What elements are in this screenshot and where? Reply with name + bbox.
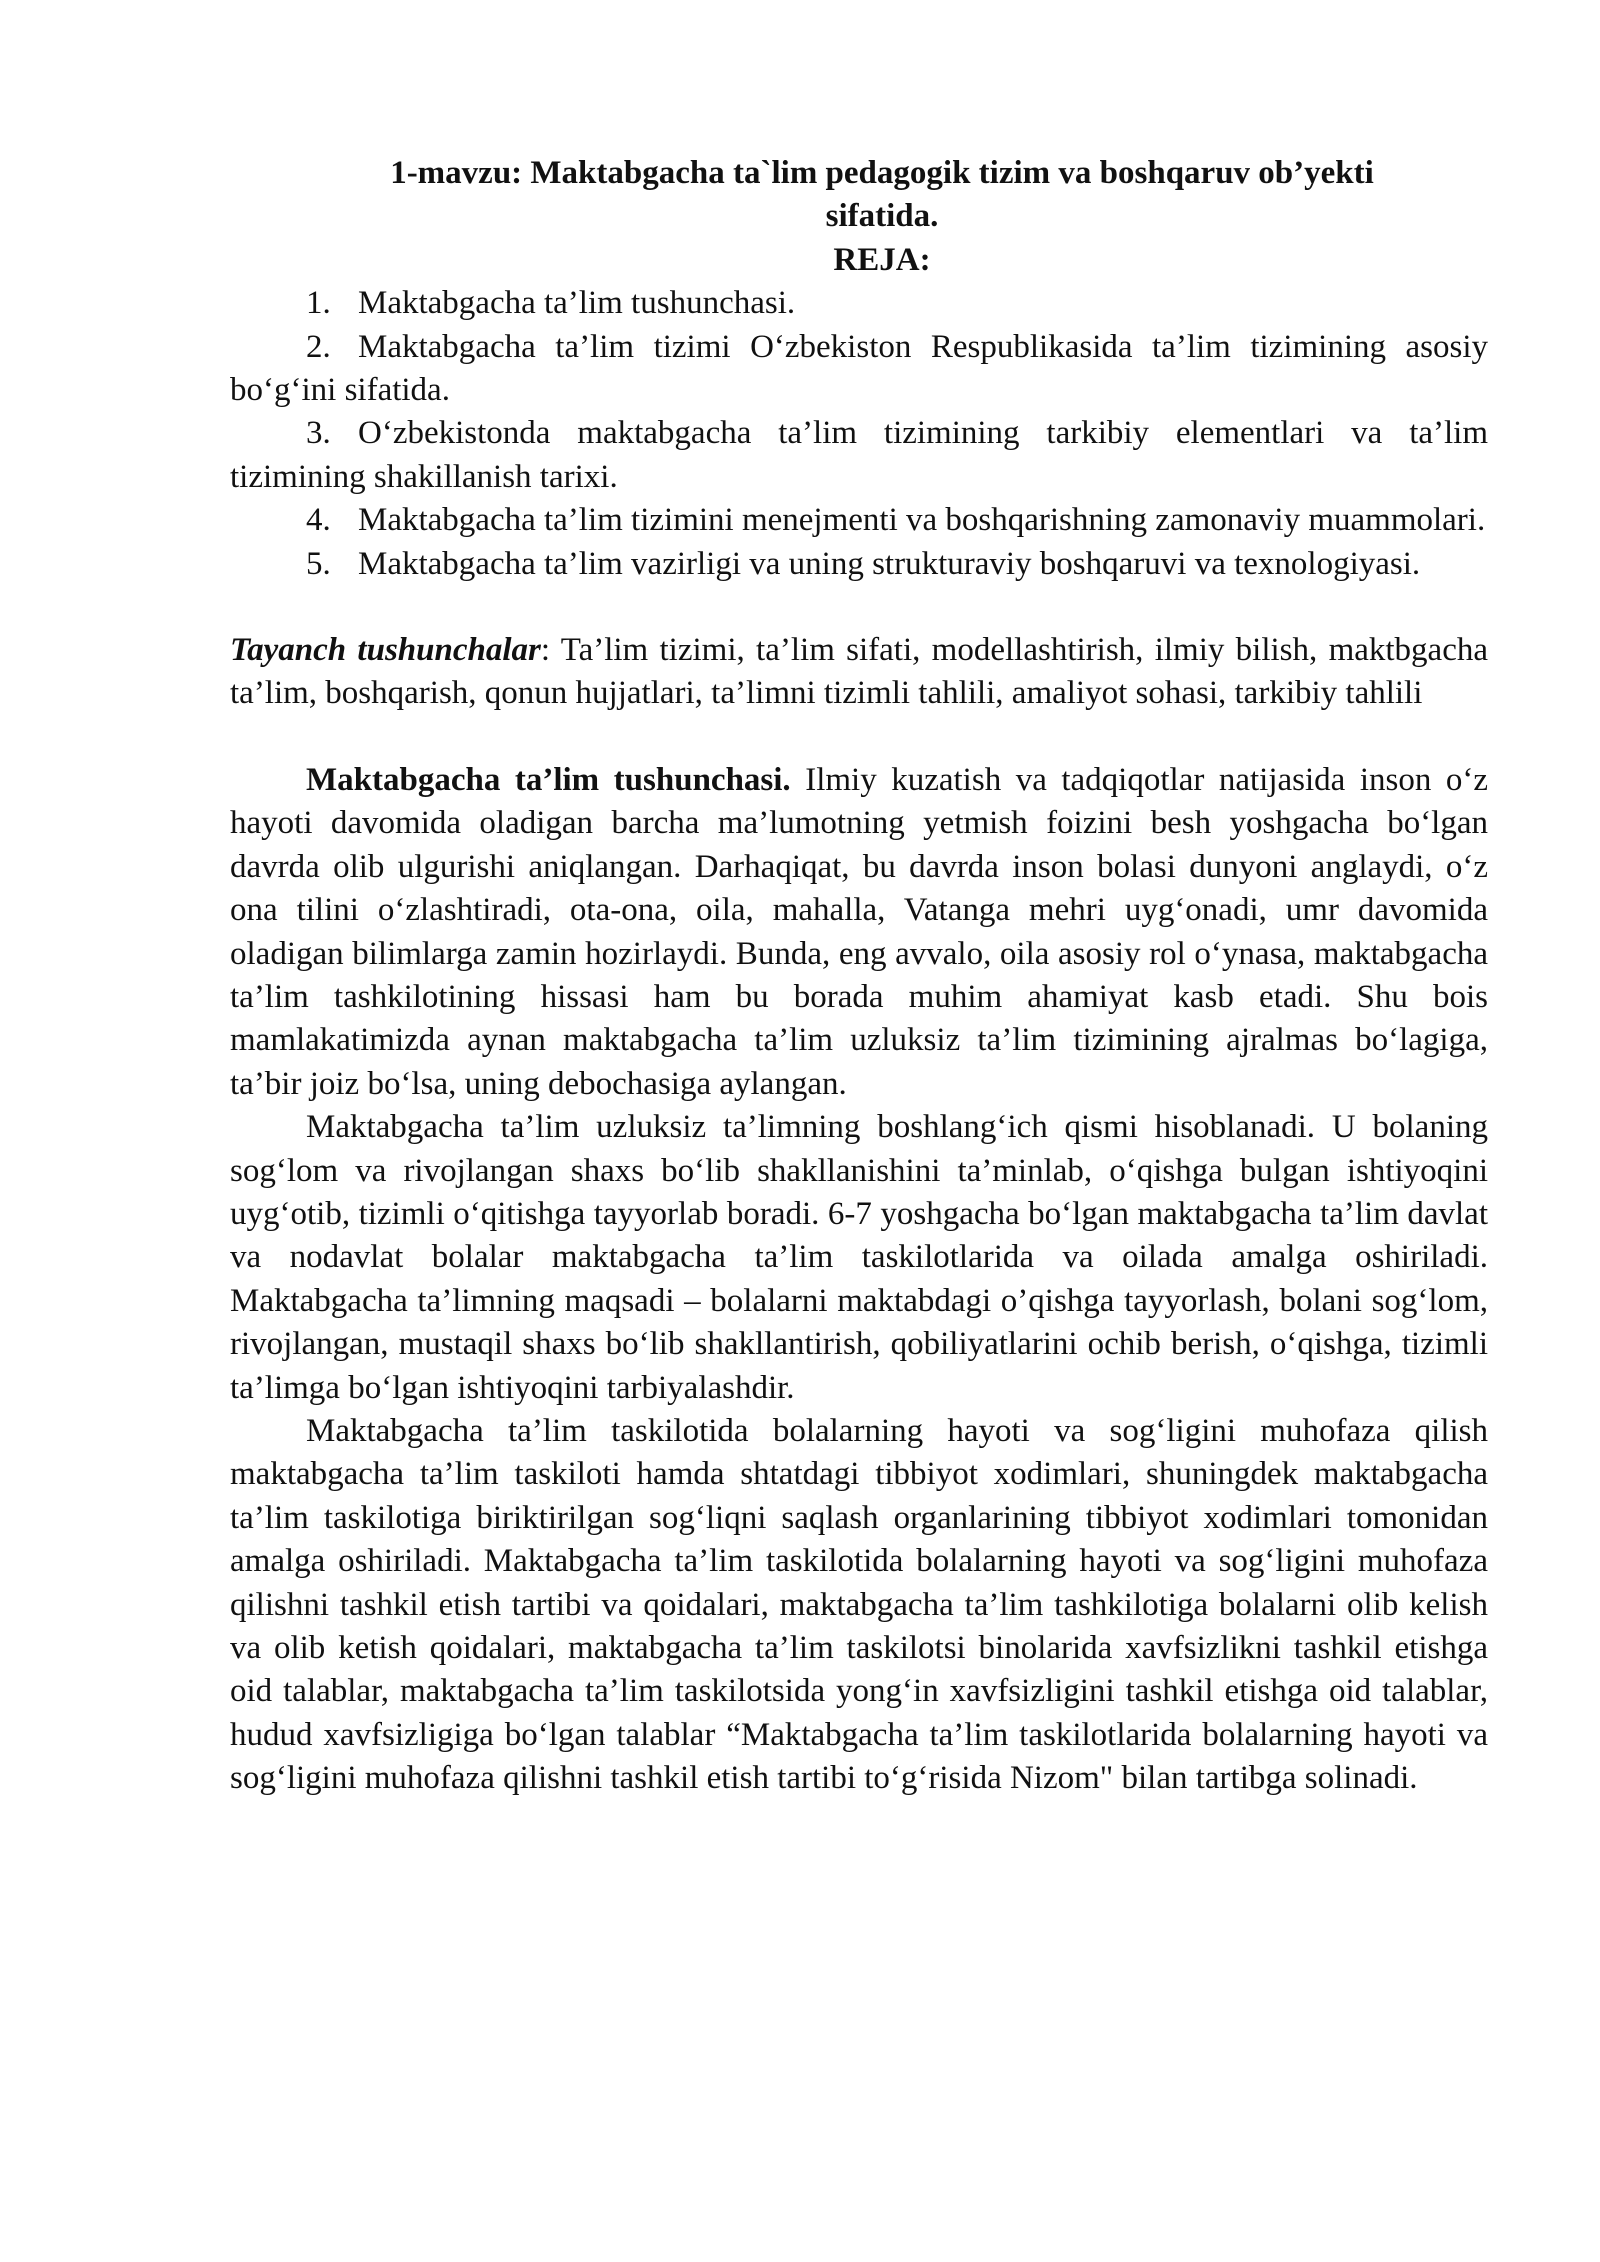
plan-heading: REJA: [833,241,931,278]
section-heading: Maktabgacha ta’lim tushunchasi. [306,761,791,798]
plan-item-5 [230,543,1488,586]
plan-item-number: 4. [306,502,331,539]
key-concepts-label: Tayanch tushunchalar [230,632,541,669]
plan-item-number: 1. [306,285,331,322]
plan-item-2 [230,326,1488,413]
page-title-line-2: sifatida. [825,198,939,235]
plan-item-4 [230,499,1488,542]
document-page [230,152,1488,1801]
plan-item-number: 5. [306,545,331,582]
page-title [230,152,1488,239]
section-paragraph-3: Maktabgacha ta’lim taskilotida bolalarning hayoti va sog‘ligini muhofaza qilish maktabgacha ta’lim taskiloti hamda shtatdagi tibbiyot xodimlari, shuningdek maktabgacha ta’lim taskilotiga biriktirilgan sog‘liqni saqlash organlarining tibbiyot xodimlari tomonidan amalga oshiriladi. Maktabgacha ta’lim taskilotida bolalarning hayoti va sog‘ligini muhofaza qilishni tashkil etish tartibi va qoidalari, maktabgacha ta’lim tashkilotiga bolalarni olib kelish va olib ketish qoidalari, maktabgacha ta’lim taskilotsi binolarida xavfsizlikni tashkil etishga oid talablar, maktabgacha ta’lim taskilotsida yong‘in xavfsizligini tashkil etishga oid talablar, hudud xavfsizligiga bo‘lgan talablar “Maktabgacha ta’lim taskilotlarida bolalarning hayoti va sog‘ligini muhofaza qilishni tashkil etish tartibi to‘g‘risida Nizom" bilan tartibga solinadi. [230,1412,1488,1797]
plan-list [230,282,1488,586]
plan-item-3 [230,412,1488,499]
plan-item-text: Maktabgacha ta’lim tushunchasi. [358,285,796,322]
plan-item-text: Maktabgacha ta’lim vazirligi va uning strukturaviy boshqaruvi va texnologiyasi. [358,545,1421,582]
plan-item-text: Maktabgacha ta’lim tizimi O‘zbekiston Respublikasida ta’lim tizimining asosiy bo‘g‘ini sifatida. [230,328,1488,409]
section-paragraph-2: Maktabgacha ta’lim uzluksiz ta’limning boshlang‘ich qismi hisoblanadi. U bolaning sog‘lom va rivojlangan shaxs bo‘lib shakllanishini ta’minlab, o‘qishga bulgan ishtiyoqini uyg‘otib, tizimli o‘qitishga tayyorlab boradi. 6-7 yoshgacha bo‘lgan maktabgacha ta’lim davlat va nodavlat bolalar maktabgacha ta’lim taskilotlarida va oilada amalga oshiriladi. Maktabgacha ta’limning maqsadi – bolalarni maktabdagi o’qishga tayyorlash, bolani sog‘lom, rivojlangan, mustaqil shaxs bo‘lib shakllantirish, qobiliyatlarini ochib berish, o‘qishga, tizimli ta’limga bo‘lgan ishtiyoqini tarbiyalashdir. [230,1109,1488,1406]
plan-item-number: 2. [306,328,331,365]
plan-item-1 [230,282,1488,325]
page-title-line-1: 1-mavzu: Maktabgacha ta`lim pedagogik tizim va boshqaruv ob’yekti [390,155,1374,191]
plan-item-number: 3. [306,415,331,452]
key-concepts-text: : Ta’lim tizimi, ta’lim sifati, modellashtirish, ilmiy bilish, maktbgacha ta’lim, boshqarish, qonun hujjatlari, ta’limni tizimli tahlili, amaliyot sohasi, tarkibiy tahlili [230,632,1488,712]
section-paragraph-1-text: Ilmiy kuzatish va tadqiqotlar natijasida inson o‘z hayoti davomida oladigan barcha ma’lumotning yetmish foizini besh yoshgacha bo‘lgan davrda olib ulgurishi aniqlangan. Darhaqiqat, bu davrda inson bolasi dunyoni anglaydi, o‘z ona tilini o‘zlashtiradi, ota-ona, oila, mahalla, Vatanga mehri uyg‘onadi, umr davomida oladigan bilimlarga zamin hozirlaydi. Bunda, eng avvalo, oila asosiy rol o‘ynasa, maktabgacha ta’lim tashkilotining hissasi ham bu borada muhim ahamiyat kasb etadi. Shu bois mamlakatimizda aynan maktabgacha ta’lim uzluksiz ta’lim tizimining ajralmas bo‘lagiga, ta’bir joiz bo‘lsa, uning debochasiga aylangan. [230,761,1488,1102]
key-concepts [230,629,1488,716]
plan-item-text: O‘zbekistonda maktabgacha ta’lim tizimining tarkibiy elementlari va ta’lim tizimining shakillanish tarixi. [230,415,1488,495]
section-paragraph-1 [230,759,1488,1106]
plan-item-text: Maktabgacha ta’lim tizimini menejmenti va boshqarishning zamonaviy muammolari. [358,502,1486,539]
